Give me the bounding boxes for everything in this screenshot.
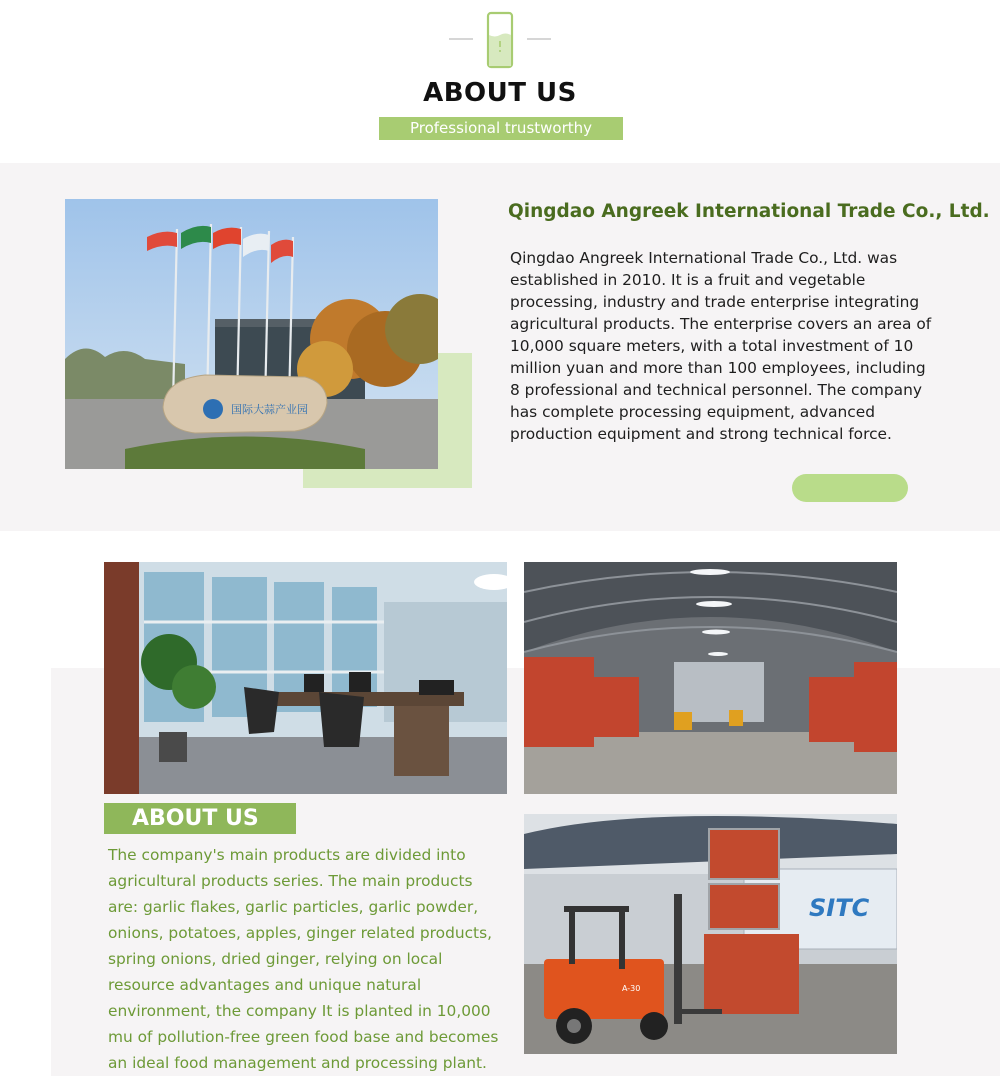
page-subtitle: Professional trustworthy xyxy=(379,117,623,140)
read-more-button[interactable] xyxy=(792,474,908,502)
company-name: Qingdao Angreek International Trade Co., Ltd. xyxy=(508,201,990,222)
header-divider-right xyxy=(527,38,551,40)
warehouse-photo xyxy=(524,562,897,794)
forklift-loading-photo xyxy=(524,814,897,1054)
company-intro-section xyxy=(0,163,1000,531)
truck-logo-text: SITC xyxy=(809,894,870,922)
page-title: ABOUT US xyxy=(423,78,577,108)
company-entrance-photo xyxy=(65,199,438,469)
office-photo xyxy=(104,562,507,794)
forklift-model-text: A-30 xyxy=(622,984,641,993)
company-description: Qingdao Angreek International Trade Co., Ltd. was established in 2010. It is a fruit and vegetable processing, industry and trade enterprise integrating agricultural products. The enterprise covers an area of 10,000 square meters, with a total investment of 10 million yuan and more than 100 employees, including 8 professional and technical personnel. The company has complete processing equipment, advanced production equipment and strong technical force. xyxy=(510,249,932,443)
products-heading: ABOUT US xyxy=(104,803,296,834)
products-description: The company's main products are divided into agricultural products series. The main products are: garlic flakes, garlic particles, garlic powder, onions, potatoes, apples, ginger related products, spring onions, dried ginger, relying on local resource advantages and unique natural environment, the company It is planted in 10,000 mu of pollution-free green food base and becomes an ideal food management and processing plant. xyxy=(108,846,499,1072)
glass-cup-icon xyxy=(486,11,514,69)
header-divider-left xyxy=(449,38,473,40)
stone-sign-text: 国际大蒜产业园 xyxy=(231,403,308,416)
